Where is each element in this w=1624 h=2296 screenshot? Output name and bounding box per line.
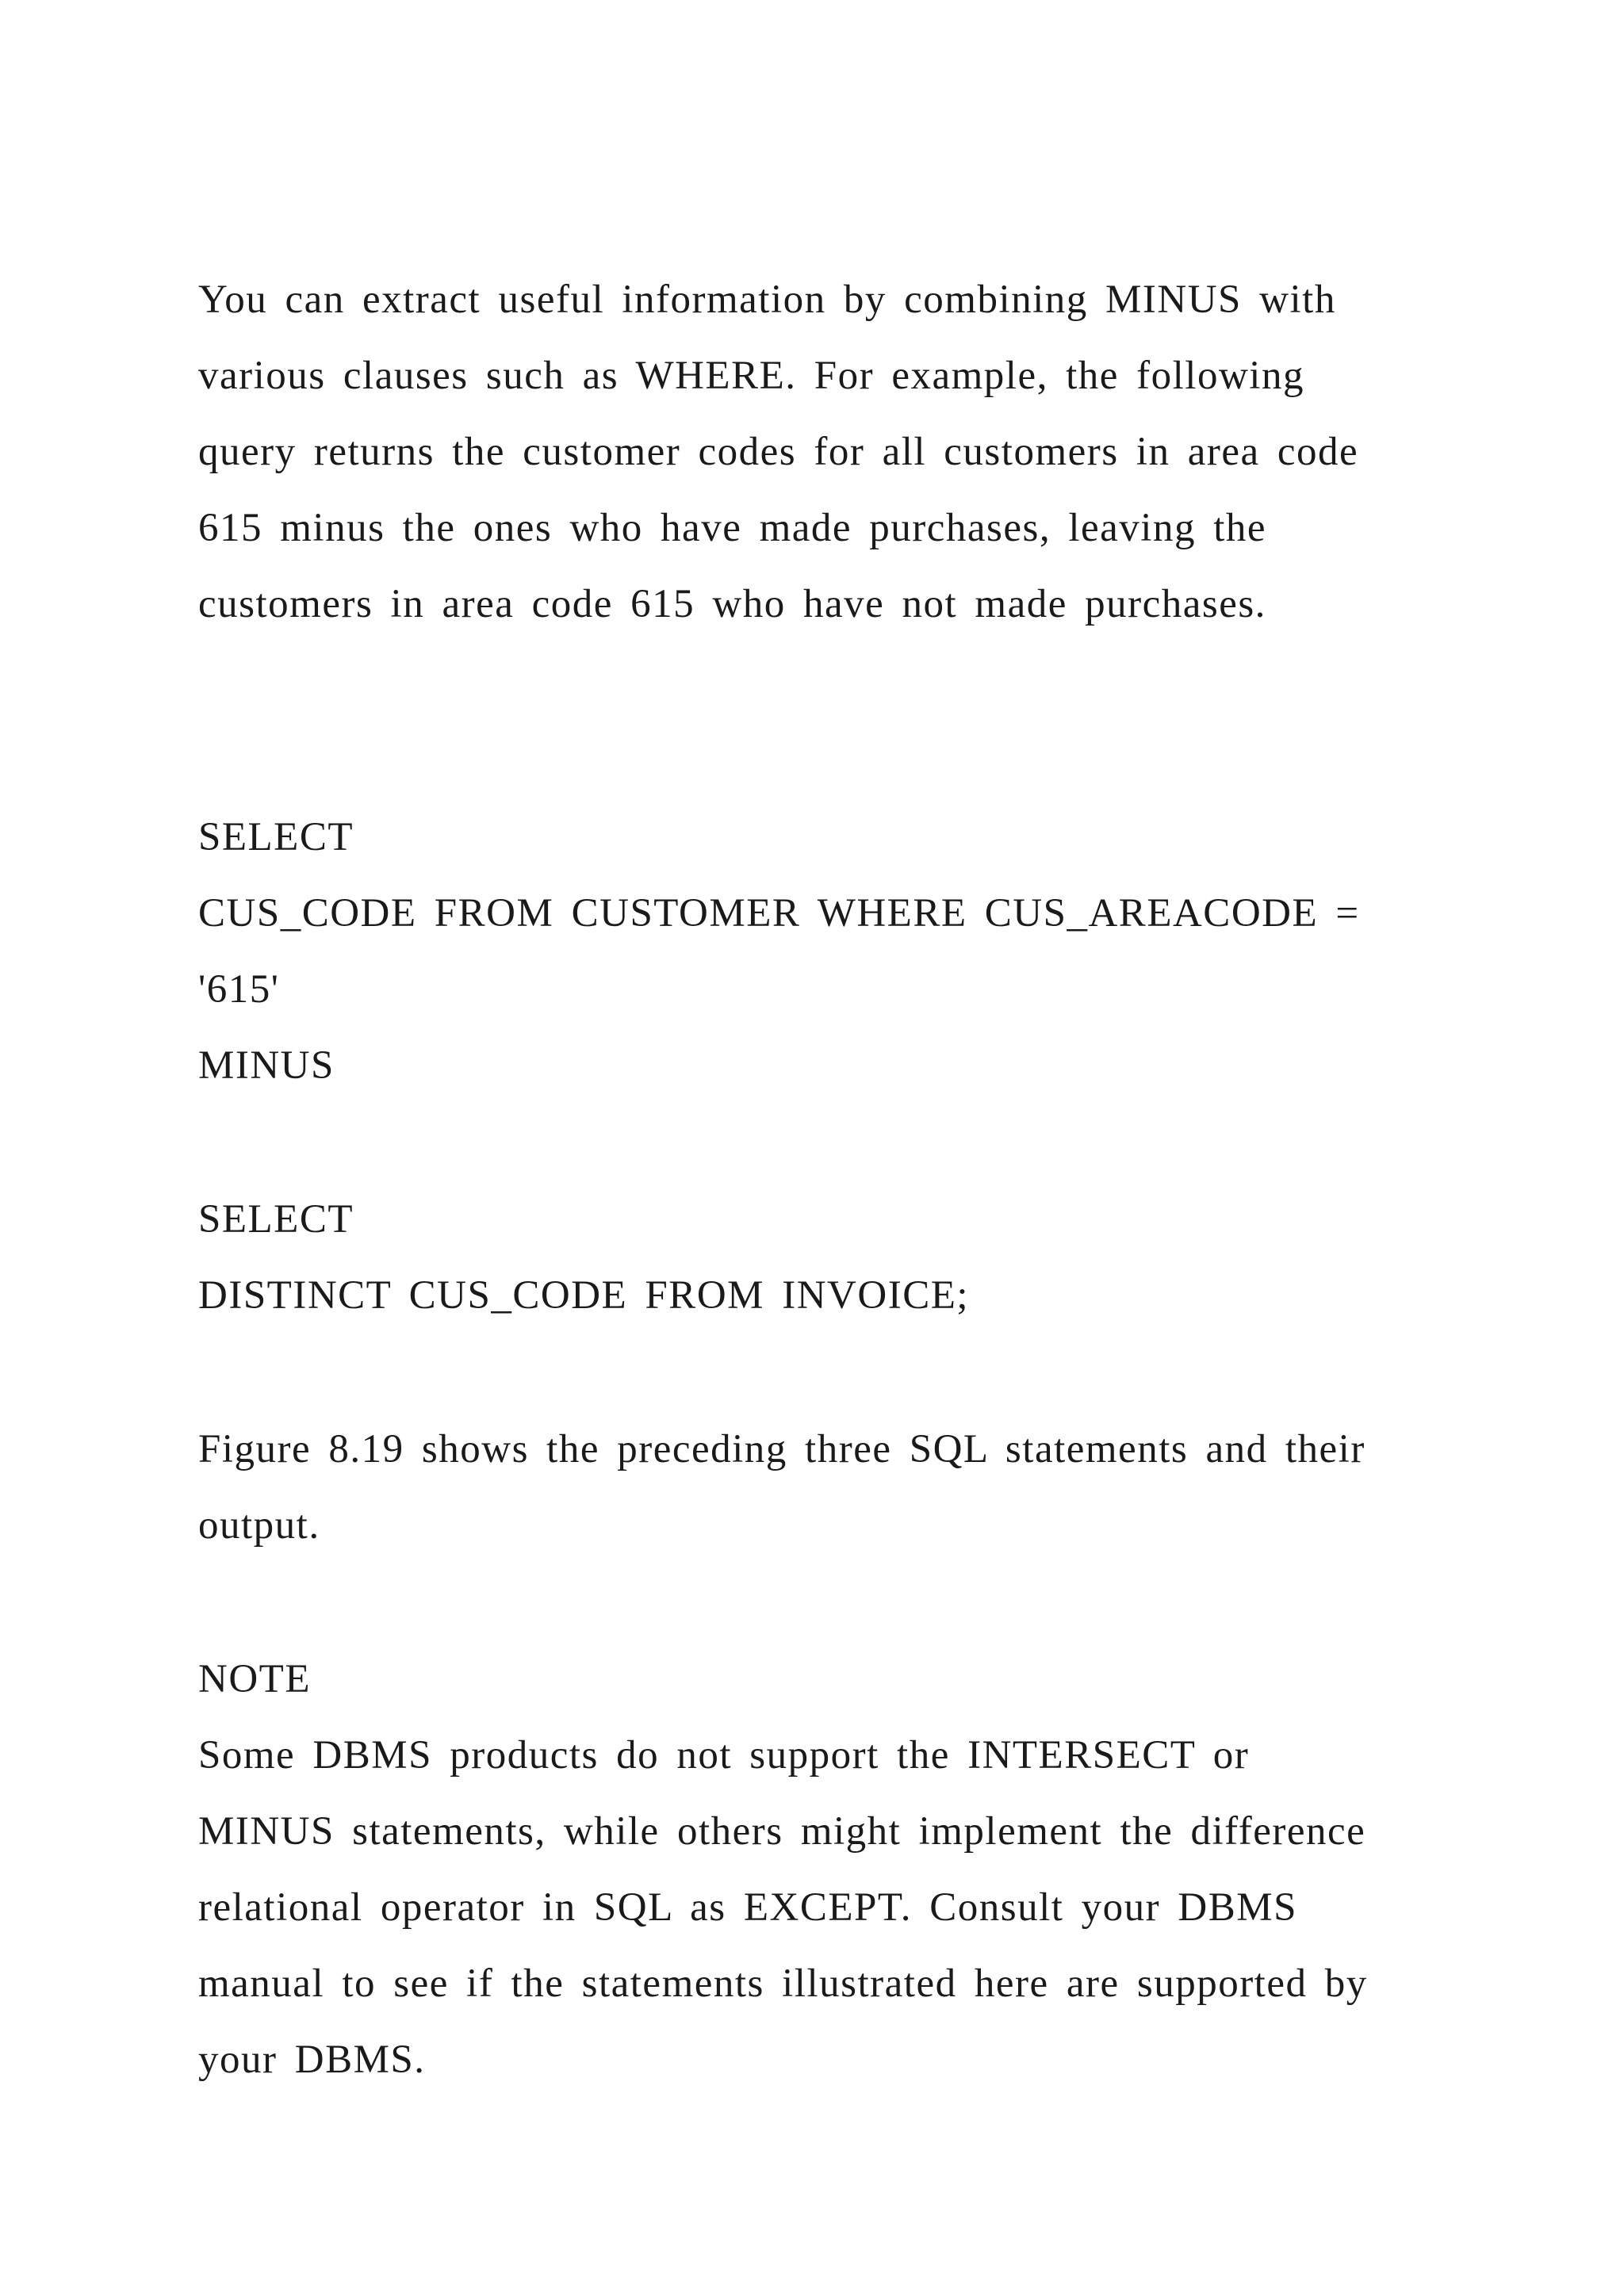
text-line: relational operator in SQL as EXCEPT. Consult your DBMS xyxy=(198,1885,1297,1930)
text-line: output. xyxy=(198,1503,320,1548)
text-line: MINUS statements, while others might implement the difference xyxy=(198,1809,1366,1854)
text-line: 615 minus the ones who have made purchases, leaving the xyxy=(198,506,1267,550)
text-line: Figure 8.19 shows the preceding three SQL statements and their xyxy=(198,1427,1365,1471)
text-line: query returns the customer codes for all customers in area code xyxy=(198,430,1359,474)
note-heading: NOTE xyxy=(198,1657,311,1701)
text-line: your DBMS. xyxy=(198,2038,426,2082)
text-line: You can extract useful information by combining MINUS with xyxy=(198,277,1336,322)
text-line: various clauses such as WHERE. For example, the following xyxy=(198,354,1304,398)
text-line: Some DBMS products do not support the INTERSECT or xyxy=(198,1733,1250,1777)
code-line: DISTINCT CUS_CODE FROM INVOICE; xyxy=(198,1273,970,1318)
code-line: CUS_CODE FROM CUSTOMER WHERE CUS_AREACODE = xyxy=(198,891,1360,936)
text-line: customers in area code 615 who have not made purchases. xyxy=(198,582,1266,626)
code-line: SELECT xyxy=(198,815,354,859)
code-line: MINUS xyxy=(198,1043,335,1088)
code-line: '615' xyxy=(198,967,280,1012)
text-line: manual to see if the statements illustrated here are supported by xyxy=(198,1961,1368,2006)
code-line: SELECT xyxy=(198,1197,354,1242)
